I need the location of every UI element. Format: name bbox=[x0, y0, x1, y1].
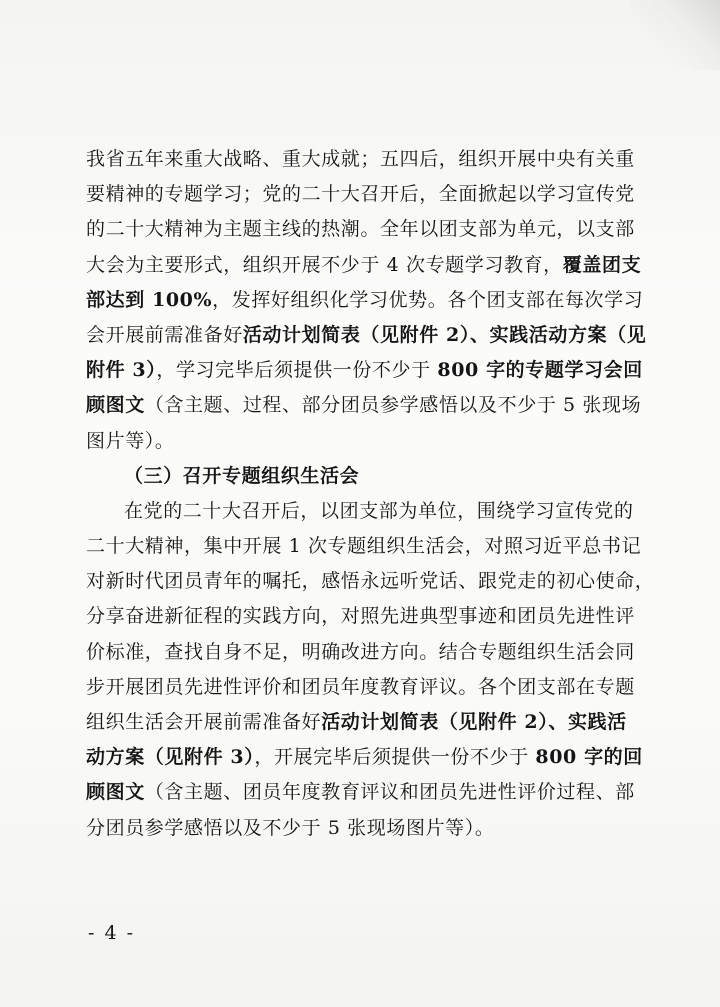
text-run: （含主题、过程、部分团员参学感悟以及不少于 5 张现场 bbox=[144, 394, 642, 417]
body-line bbox=[86, 529, 646, 564]
bold-text-run: 活动计划简表（见附件 2）、实践活 bbox=[321, 711, 627, 733]
page-corner-shadow bbox=[630, 0, 720, 70]
text-run: 会开展前需准备好 bbox=[86, 323, 243, 346]
body-line bbox=[86, 353, 646, 388]
body-line bbox=[86, 564, 655, 599]
body-line bbox=[86, 212, 646, 247]
body-line bbox=[86, 424, 646, 459]
body-line bbox=[86, 318, 646, 353]
bold-text-run: 800 字的专题学习会回 bbox=[437, 359, 643, 382]
text-run: 要精神的专题学习；党的二十大召开后，全面掀起以学习宣传党 bbox=[86, 183, 635, 206]
body-line bbox=[86, 740, 646, 775]
page-number: - 4 - bbox=[88, 922, 136, 944]
body-line bbox=[86, 494, 646, 529]
bold-text-run: 活动计划简表（见附件 2）、实践活动方案（见 bbox=[242, 323, 647, 346]
text-run: ，发挥好组织化学习优势。各个团支部在每次学习 bbox=[212, 288, 644, 311]
text-run: 分团员参学感悟以及不少于 5 张现场图片等）。 bbox=[86, 816, 495, 839]
body-line bbox=[86, 705, 646, 740]
body-line bbox=[86, 599, 646, 634]
document-body bbox=[86, 142, 655, 846]
bold-text-run: 800 字的回 bbox=[535, 746, 643, 769]
bold-text-run: 部达到 100% bbox=[86, 288, 213, 311]
text-run: 分享奋进新征程的实践方向，对照先进典型事迹和团员先进性评 bbox=[86, 605, 635, 628]
bold-text-run: 覆盖团支 bbox=[562, 253, 642, 276]
body-line bbox=[86, 248, 646, 283]
text-run: 的二十大精神为主题主线的热潮。全年以团支部为单元，以支部 bbox=[86, 218, 635, 241]
text-run: 图片等）。 bbox=[86, 429, 175, 452]
text-run: 我省五年来重大战略、重大成就；五四后，组织开展中央有关重 bbox=[86, 148, 635, 170]
body-line bbox=[86, 177, 646, 212]
text-run: 对新时代团员青年的嘱托，感悟永远听党话、跟党走的初心使命， bbox=[86, 570, 655, 593]
text-run: 在党的二十大召开后，以团支部为单位，围绕学习宣传党的 bbox=[124, 499, 634, 522]
text-run: 大会为主要形式，组织开展不少于 4 次专题学习教育， bbox=[86, 253, 563, 276]
text-run: 价标准，查找自身不足，明确改进方向。结合专题组织生活会同 bbox=[86, 640, 635, 663]
text-run: 组织生活会开展前需准备好 bbox=[86, 711, 322, 733]
text-run: ，开展完毕后须提供一份不少于 bbox=[254, 746, 536, 769]
text-run: 步开展团员先进性评价和团员年度教育评议。各个团支部在专题 bbox=[86, 675, 635, 698]
text-run: （含主题、团员年度教育评议和团员先进性评价过程、部 bbox=[144, 781, 635, 804]
body-line bbox=[86, 388, 646, 423]
body-line bbox=[86, 635, 646, 670]
bold-text-run: 动方案（见附件 3） bbox=[86, 746, 255, 769]
body-line bbox=[86, 283, 646, 318]
bold-text-run: 顾图文 bbox=[86, 781, 145, 804]
text-run: ，学习完毕后须提供一份不少于 bbox=[156, 359, 438, 382]
body-line bbox=[86, 775, 646, 810]
body-line bbox=[86, 142, 646, 177]
text-run: 二十大精神，集中开展 1 次专题组织生活会，对照习近平总书记 bbox=[86, 535, 642, 558]
heading-text: （三）召开专题组织生活会 bbox=[124, 464, 360, 487]
bold-text-run: 附件 3） bbox=[86, 359, 157, 382]
body-line bbox=[86, 670, 646, 705]
bold-text-run: 顾图文 bbox=[86, 394, 145, 417]
section-heading bbox=[86, 459, 646, 494]
body-line bbox=[86, 811, 646, 846]
